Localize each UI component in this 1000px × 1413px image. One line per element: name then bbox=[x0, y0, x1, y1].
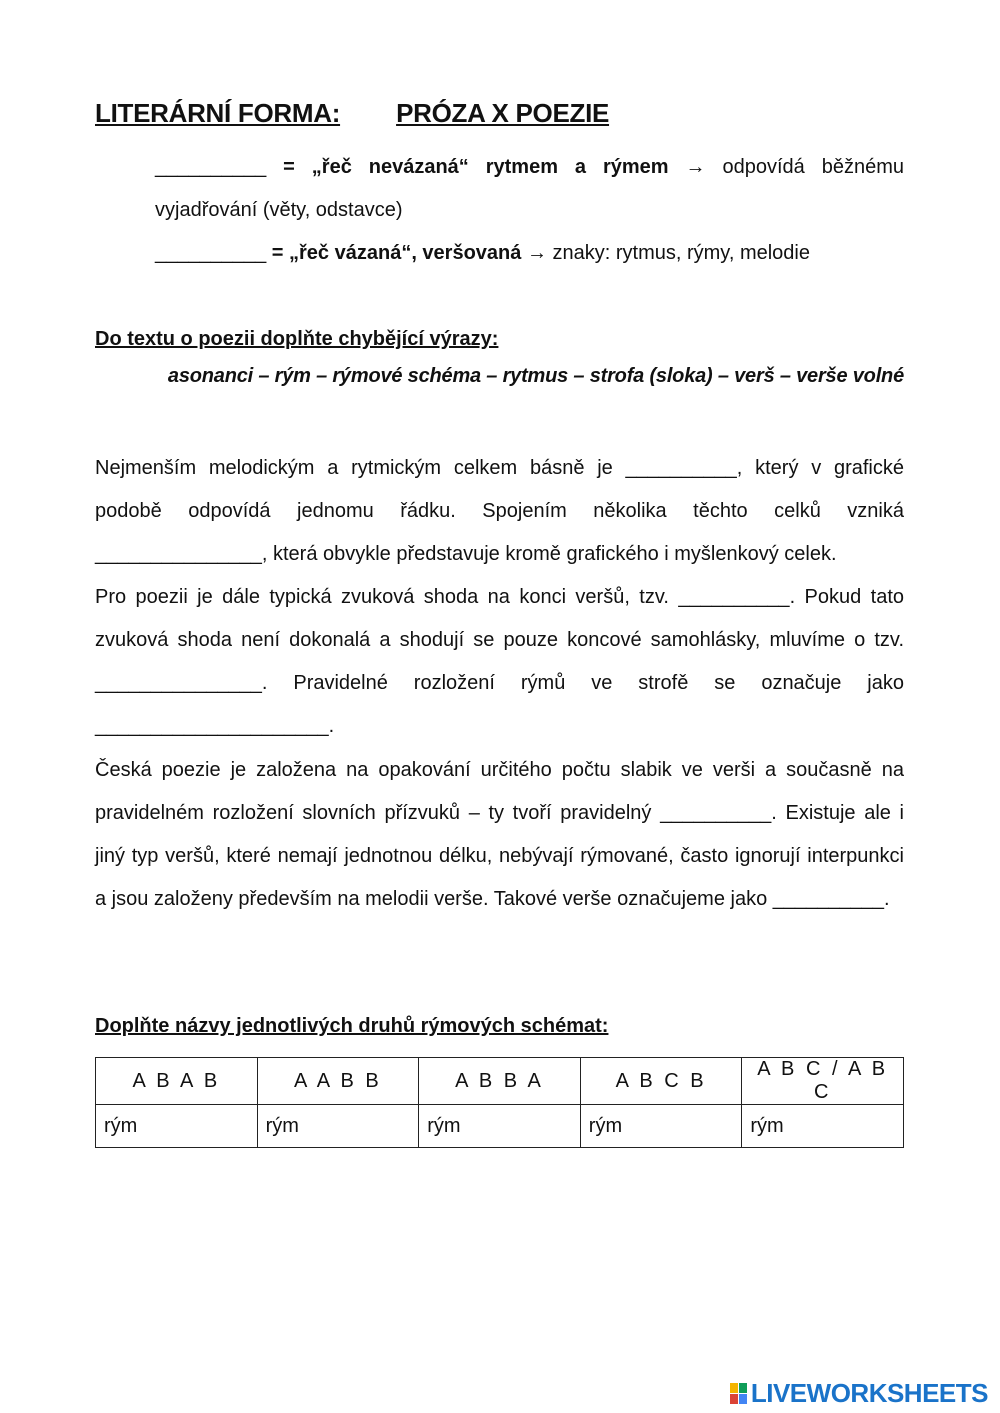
definition-poetry-bold: = „řeč vázaná“, veršovaná bbox=[266, 242, 522, 264]
text-segment: , která obvykle představuje kromě grafického i myšlenkový celek. bbox=[261, 543, 837, 565]
answer-cell[interactable]: rým bbox=[742, 1105, 904, 1148]
blank-6[interactable]: __________ bbox=[660, 802, 772, 824]
scheme-cell: A A B B bbox=[257, 1058, 419, 1105]
logo-square bbox=[739, 1383, 747, 1393]
logo-text: LIVEWORKSHEETS bbox=[750, 1377, 988, 1408]
blank-4[interactable]: _______________ bbox=[95, 672, 262, 694]
title-left: LITERÁRNÍ FORMA: bbox=[95, 98, 341, 128]
definition-prose-rest: odpovídá běžnému vyjadřování (věty, odstavce) bbox=[155, 156, 904, 221]
scheme-row bbox=[96, 1058, 904, 1105]
answer-cell[interactable]: rým bbox=[580, 1105, 742, 1148]
text-segment: . Pokud tato zvuková shoda není dokonalá a shodují se pouze koncové samohlásky, mluvíme o tzv. bbox=[95, 586, 904, 651]
rhyme-scheme-table bbox=[95, 1057, 904, 1148]
answer-cell[interactable]: rým bbox=[257, 1105, 419, 1148]
blank-5[interactable]: _____________________ bbox=[95, 715, 329, 737]
task1-heading: Do textu o poezii doplňte chybějící výrazy: bbox=[95, 328, 499, 350]
blank-3[interactable]: __________ bbox=[678, 586, 790, 608]
scheme-cell: A B C B bbox=[580, 1058, 742, 1105]
page-title bbox=[95, 98, 609, 129]
answer-cell[interactable]: rým bbox=[419, 1105, 581, 1148]
task2-heading: Doplňte názvy jednotlivých druhů rýmových schémat: bbox=[95, 1015, 609, 1037]
logo-square bbox=[730, 1383, 738, 1393]
definitions bbox=[155, 146, 904, 275]
blank-7[interactable]: __________ bbox=[772, 888, 884, 910]
logo-square bbox=[730, 1394, 738, 1404]
text-segment: Nejmenším melodickým a rytmickým celkem básně je bbox=[95, 457, 626, 479]
definition-prose bbox=[155, 146, 904, 232]
definition-poetry-rest: znaky: rytmus, rýmy, melodie bbox=[552, 242, 810, 264]
answer-row bbox=[96, 1105, 904, 1148]
arrow-icon: → bbox=[521, 242, 553, 264]
definition-prose-bold: = „řeč nevázaná“ rytmem a rýmem bbox=[266, 156, 669, 178]
paragraph-2 bbox=[95, 576, 904, 748]
blank-2[interactable]: _______________ bbox=[95, 543, 262, 565]
paragraph-3 bbox=[95, 749, 904, 921]
definition-poetry bbox=[155, 232, 904, 275]
paragraph-1 bbox=[95, 447, 904, 576]
logo-mark-icon bbox=[730, 1383, 747, 1404]
arrow-icon: → bbox=[668, 156, 723, 178]
text-segment: Pro poezii je dále typická zvuková shoda na konci veršů, tzv. bbox=[95, 586, 679, 608]
answer-cell[interactable]: rým bbox=[96, 1105, 258, 1148]
text-segment: . Pravidelné rozložení rýmů ve strofě se označuje jako bbox=[261, 672, 904, 694]
blank-prose[interactable]: __________ bbox=[155, 156, 267, 178]
blank-poetry[interactable]: __________ bbox=[155, 242, 267, 264]
blank-1[interactable]: __________ bbox=[625, 457, 737, 479]
text-segment: . bbox=[328, 715, 335, 737]
text-segment: Česká poezie je založena na opakování určitého počtu slabik ve verši a současně na pravidelném rozložení slovních přízvuků – ty tvoří pravidelný bbox=[95, 759, 904, 824]
logo-square bbox=[739, 1394, 747, 1404]
scheme-cell: A B C / A B C bbox=[742, 1058, 904, 1105]
text-segment: . bbox=[884, 888, 890, 910]
text-segment: , který v grafické podobě odpovídá jednomu řádku. Spojením několika těchto celků vzniká bbox=[95, 457, 904, 522]
scheme-cell: A B B A bbox=[419, 1058, 581, 1105]
liveworksheets-logo bbox=[730, 1379, 988, 1407]
title-right: PRÓZA X POEZIE bbox=[396, 98, 610, 128]
scheme-cell: A B A B bbox=[96, 1058, 258, 1105]
text-segment: . Existuje ale i jiný typ veršů, které nemají jednotnou délku, nebývají rýmované, často ignorují interpunkci a jsou založeny především na melodii verše. Takové verše označujeme jako bbox=[95, 802, 904, 910]
word-bank: asonanci – rým – rýmové schéma – rytmus – strofa (sloka) – verš – verše volné bbox=[167, 365, 904, 387]
